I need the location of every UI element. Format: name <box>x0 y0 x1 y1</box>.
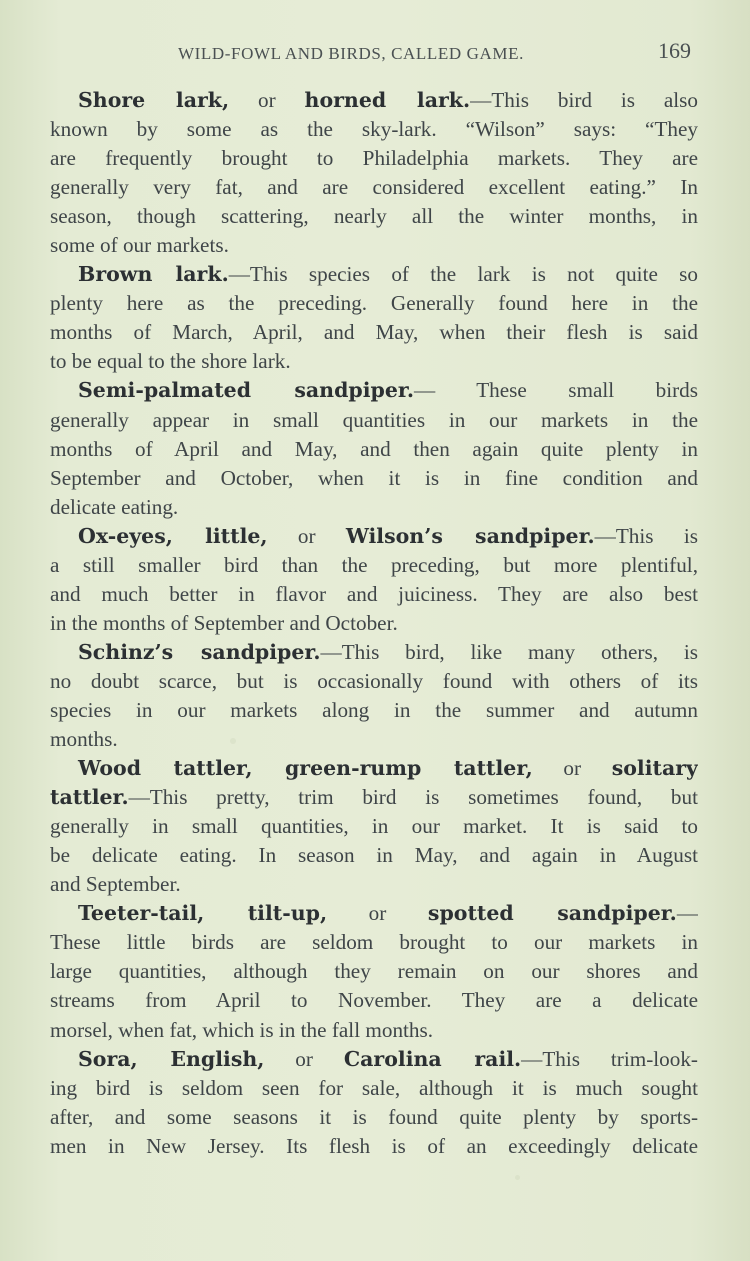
text-line <box>50 260 698 289</box>
line-text: —This bird is also <box>470 88 698 112</box>
text-line <box>50 783 698 812</box>
text-line <box>50 464 698 493</box>
line-text: delicate eating. <box>50 494 179 519</box>
entry-headword: Ox-eyes, little, <box>78 523 268 548</box>
text-line <box>50 435 698 464</box>
line-text: a still smaller bird than the preceding, but more plentiful, <box>50 552 698 577</box>
text-line <box>50 957 698 986</box>
line-text: are frequently brought to Philadelphia markets. They are <box>50 146 698 171</box>
text-line <box>50 1016 698 1045</box>
line-text: season, though scattering, nearly all the winter months, in <box>50 204 698 229</box>
entry-headword: spotted sandpiper. <box>427 901 677 926</box>
text-line <box>50 86 698 115</box>
entry-headword: Wilson’s sandpiper. <box>345 523 595 548</box>
text-line <box>50 1045 698 1074</box>
line-text: or <box>327 901 428 926</box>
text-line <box>50 551 698 580</box>
text-line <box>50 347 698 376</box>
line-text: or <box>229 88 305 112</box>
entry-headword: Semi-palmated sandpiper. <box>78 378 414 403</box>
line-text: or <box>532 756 612 781</box>
line-text: morsel, when fat, which is in the fall months. <box>50 1017 434 1042</box>
text-line <box>50 522 698 551</box>
line-text: September and October, when it is in fine condition and <box>50 465 698 490</box>
line-text: —This bird, like many others, is <box>320 639 698 664</box>
entry-headword: Sora, English, <box>78 1046 265 1071</box>
text-line <box>50 986 698 1015</box>
text-line <box>50 376 698 405</box>
line-text: ing bird is seldom seen for sale, although it is much sought <box>50 1075 698 1100</box>
line-text: or <box>264 1046 344 1071</box>
line-text: —This species of the lark is not quite so <box>228 262 698 287</box>
line-text: in the months of September and October. <box>50 610 398 635</box>
entry-headword: Schinz’s sandpiper. <box>78 639 321 664</box>
entry-headword: horned lark. <box>304 88 471 112</box>
line-text: known by some as the sky-lark. “Wilson” says: “They <box>50 117 698 142</box>
text-line <box>50 638 698 667</box>
line-text: generally in small quantities, in our market. It is said to <box>50 814 698 839</box>
text-line <box>50 667 698 696</box>
line-text: —This pretty, trim bird is sometimes found, but <box>128 785 698 810</box>
text-line <box>50 928 698 957</box>
entry-headword: Brown lark. <box>78 262 229 287</box>
line-text: generally very fat, and are considered excellent eating.” In <box>50 175 698 200</box>
entry-headword: solitary <box>611 756 698 781</box>
line-text: be delicate eating. In season in May, and again in August <box>50 843 698 868</box>
line-text: after, and some seasons it is found quite plenty by sports- <box>50 1104 698 1129</box>
text-line <box>50 1132 698 1161</box>
line-text: large quantities, although they remain on our shores and <box>50 959 698 984</box>
line-text: some of our markets. <box>50 233 229 258</box>
line-text: —This trim-look- <box>521 1046 698 1071</box>
text-line <box>50 725 698 754</box>
line-text: species in our markets along in the summer and autumn <box>50 697 698 722</box>
line-text: streams from April to November. They are a delicate <box>50 988 698 1013</box>
line-text: months of March, April, and May, when their flesh is said <box>50 320 698 345</box>
line-text: —This is <box>594 523 698 548</box>
entry-headword: Teeter-tail, tilt-up, <box>78 901 328 926</box>
entry-headword: Carolina rail. <box>343 1046 522 1071</box>
text-line <box>50 406 698 435</box>
line-text: These little birds are seldom brought to our markets in <box>50 930 698 955</box>
line-text: and much better in flavor and juiciness. They are also best <box>50 581 698 606</box>
line-text: to be equal to the shore lark. <box>50 349 291 374</box>
text-line <box>50 493 698 522</box>
line-text: — These small birds <box>413 378 698 403</box>
running-head <box>0 38 750 70</box>
text-line <box>50 1074 698 1103</box>
body-text <box>50 86 698 1161</box>
text-line <box>50 115 698 144</box>
paper-speck <box>515 1175 520 1180</box>
line-text: no doubt scarce, but is occasionally found with others of its <box>50 668 698 693</box>
line-text: — <box>676 901 698 926</box>
text-line <box>50 899 698 928</box>
text-line <box>50 754 698 783</box>
running-title: WILD-FOWL AND BIRDS, CALLED GAME. <box>178 44 524 63</box>
line-text: generally appear in small quantities in our markets in the <box>50 407 698 432</box>
entry-headword: Wood tattler, green-rump tattler, <box>78 756 533 781</box>
text-line <box>50 870 698 899</box>
text-line <box>50 231 698 260</box>
line-text: men in New Jersey. Its flesh is of an exceedingly delicate <box>50 1133 698 1158</box>
text-line <box>50 144 698 173</box>
text-line <box>50 841 698 870</box>
text-line <box>50 202 698 231</box>
text-line <box>50 609 698 638</box>
text-line <box>50 1103 698 1132</box>
line-text: plenty here as the preceding. Generally found here in the <box>50 291 698 316</box>
entry-headword: Shore lark, <box>78 88 230 112</box>
text-line <box>50 696 698 725</box>
text-line <box>50 580 698 609</box>
line-text: months of April and May, and then again quite plenty in <box>50 436 698 461</box>
text-line <box>50 812 698 841</box>
line-text: months. <box>50 727 118 752</box>
text-line <box>50 173 698 202</box>
text-line <box>50 318 698 347</box>
line-text: and September. <box>50 872 181 897</box>
entry-headword: tattler. <box>50 785 129 810</box>
page-number: 169 <box>658 38 691 63</box>
text-line <box>50 289 698 318</box>
line-text: or <box>267 523 346 548</box>
